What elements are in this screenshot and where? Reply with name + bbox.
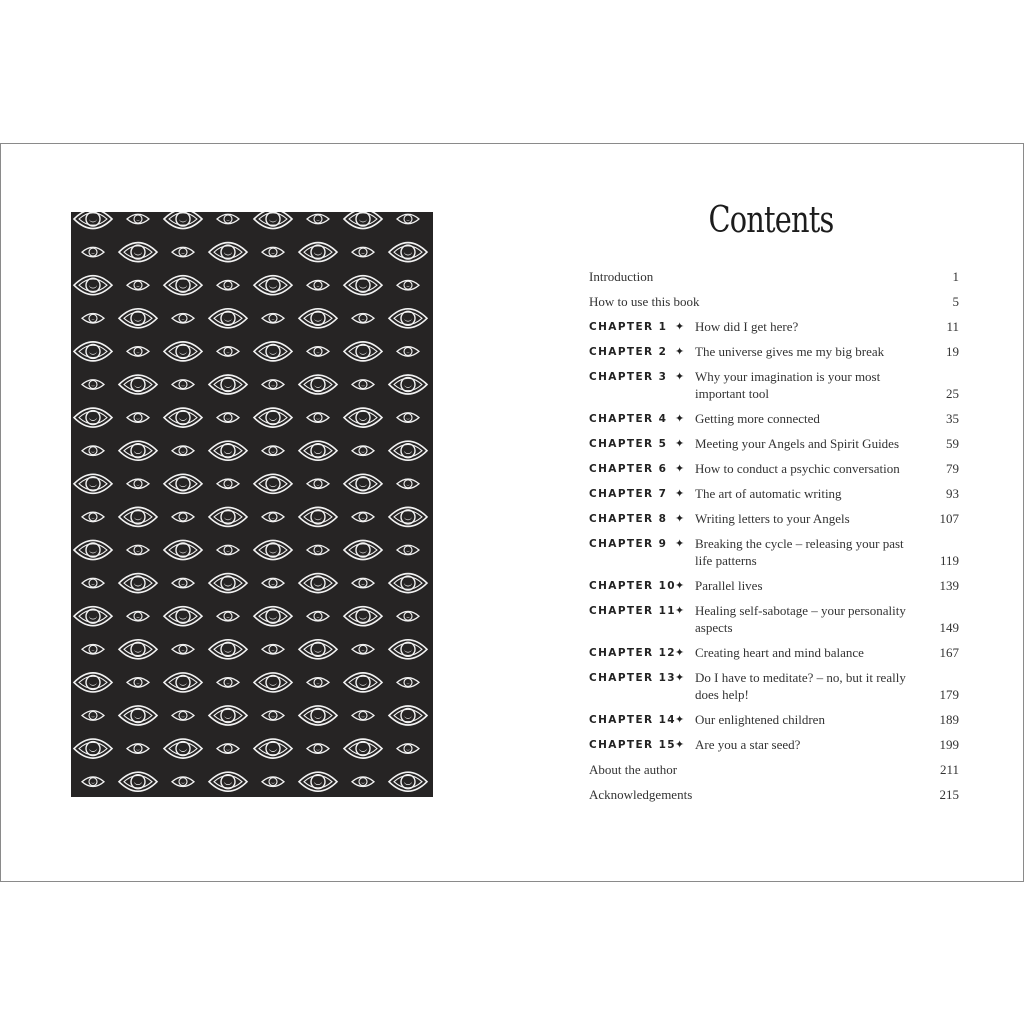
eye-icon <box>262 380 284 390</box>
eye-icon <box>299 640 337 659</box>
eye-icon <box>397 611 419 621</box>
eye-icon <box>217 214 239 224</box>
eye-icon <box>217 413 239 423</box>
page-number: 35 <box>946 411 959 426</box>
four-point-star-icon: ✦ <box>675 604 685 617</box>
chapter-title: Parallel lives <box>695 578 763 593</box>
page-number: 93 <box>946 486 959 501</box>
eye-icon <box>389 507 427 526</box>
eye-icon <box>217 744 239 754</box>
section-title: How to use this book <box>589 294 700 309</box>
eye-icon <box>389 441 427 460</box>
chapter-label: CHAPTER 12 <box>589 647 677 659</box>
eye-icon <box>262 314 284 324</box>
eye-icon <box>82 314 104 324</box>
chapter-title: Do I have to meditate? – no, but it really does help! <box>695 670 906 702</box>
eye-icon <box>74 408 112 427</box>
toc-entry <box>589 510 959 535</box>
section-title: About the author <box>589 762 678 777</box>
toc-entry <box>589 577 959 602</box>
eye-icon <box>127 611 149 621</box>
chapter-label: CHAPTER 13 <box>589 672 677 684</box>
toc-entry <box>589 485 959 510</box>
eye-icon <box>172 380 194 390</box>
eye-icon <box>119 706 157 725</box>
eye-icon <box>307 214 329 224</box>
eye-icon <box>262 777 284 787</box>
eye-icon <box>344 408 382 427</box>
eye-icon <box>82 578 104 588</box>
section-title: Introduction <box>589 269 654 284</box>
chapter-label: CHAPTER 8 <box>589 513 668 525</box>
four-point-star-icon: ✦ <box>675 579 685 592</box>
eye-icon <box>217 678 239 688</box>
eye-icon <box>119 441 157 460</box>
chapter-title: The art of automatic writing <box>695 486 842 501</box>
toc-entry <box>589 669 959 711</box>
eye-icon <box>119 574 157 593</box>
eye-icon <box>74 474 112 493</box>
eye-icon <box>209 772 247 791</box>
toc-entry <box>589 711 959 736</box>
page-number: 119 <box>939 553 959 568</box>
eye-icon <box>307 280 329 290</box>
eye-icon <box>299 375 337 394</box>
eye-icon <box>299 243 337 262</box>
eye-icon <box>209 441 247 460</box>
eye-icon <box>254 342 292 361</box>
chapter-label: CHAPTER 11 <box>589 605 677 617</box>
eye-icon <box>217 280 239 290</box>
eye-icon <box>82 247 104 257</box>
toc-entry <box>589 318 959 343</box>
eye-icon <box>74 739 112 758</box>
toc-entry <box>589 602 959 644</box>
chapter-label: CHAPTER 6 <box>589 463 668 475</box>
eye-icon <box>82 446 104 456</box>
eye-icon <box>344 212 382 229</box>
chapter-title: Our enlightened children <box>695 712 825 727</box>
eye-icon <box>82 512 104 522</box>
chapter-title: Creating heart and mind balance <box>695 645 864 660</box>
toc-entry <box>589 293 959 318</box>
eye-icon <box>254 673 292 692</box>
eye-icon <box>119 243 157 262</box>
eye-icon <box>307 545 329 555</box>
eye-icon <box>307 479 329 489</box>
toc-entry <box>589 268 959 293</box>
eye-icon <box>352 578 374 588</box>
page-number: 199 <box>939 737 959 752</box>
eye-icon <box>397 347 419 357</box>
eye-icon <box>344 276 382 295</box>
eye-icon <box>172 314 194 324</box>
eye-icon <box>299 441 337 460</box>
eye-icon <box>82 645 104 655</box>
eye-icon <box>299 706 337 725</box>
eye-icon <box>209 706 247 725</box>
chapter-title: Are you a star seed? <box>695 737 801 752</box>
four-point-star-icon: ✦ <box>675 713 685 726</box>
eye-icon <box>397 413 419 423</box>
eye-icon <box>344 673 382 692</box>
eye-icon <box>262 578 284 588</box>
eye-icon <box>127 479 149 489</box>
eye-icon <box>172 578 194 588</box>
page-number: 139 <box>939 578 959 593</box>
eye-icon <box>397 479 419 489</box>
toc-entry <box>589 435 959 460</box>
eye-icon <box>217 545 239 555</box>
eye-icon <box>164 739 202 758</box>
four-point-star-icon: ✦ <box>675 345 685 358</box>
eye-icon <box>344 739 382 758</box>
eye-icon <box>119 772 157 791</box>
book-spread <box>0 143 1024 882</box>
four-point-star-icon: ✦ <box>675 370 685 383</box>
toc-entry <box>589 535 959 577</box>
eye-icon <box>209 243 247 262</box>
chapter-title: How did I get here? <box>695 319 799 334</box>
chapter-title: Breaking the cycle – releasing your past life patterns <box>695 536 904 568</box>
eye-icon <box>217 347 239 357</box>
eye-icon <box>389 375 427 394</box>
chapter-label: CHAPTER 5 <box>589 438 668 450</box>
eye-icon <box>82 777 104 787</box>
four-point-star-icon: ✦ <box>675 462 685 475</box>
eye-icon <box>254 276 292 295</box>
eye-icon <box>119 507 157 526</box>
chapter-title: Why your imagination is your most important tool <box>695 369 881 401</box>
eye-icon <box>172 645 194 655</box>
chapter-label: CHAPTER 2 <box>589 346 668 358</box>
toc-entry <box>589 736 959 761</box>
eye-icon <box>164 541 202 560</box>
chapter-label: CHAPTER 4 <box>589 413 668 425</box>
eye-icon <box>164 342 202 361</box>
eye-icon <box>172 711 194 721</box>
toc-entry <box>589 460 959 485</box>
eye-icon <box>262 512 284 522</box>
toc-entry <box>589 410 959 435</box>
eye-icon <box>397 280 419 290</box>
toc-entry <box>589 786 959 811</box>
eye-icon <box>389 772 427 791</box>
page-number: 107 <box>939 511 959 526</box>
eye-icon <box>397 744 419 754</box>
toc-entry <box>589 644 959 669</box>
eye-icon <box>262 645 284 655</box>
eye-icon <box>307 678 329 688</box>
eye-icon <box>164 276 202 295</box>
page-number: 189 <box>939 712 959 727</box>
eye-icon <box>262 711 284 721</box>
page-number: 79 <box>946 461 959 476</box>
eye-icon <box>209 507 247 526</box>
toc-entry <box>589 761 959 786</box>
eye-icon <box>127 744 149 754</box>
eye-icon <box>209 640 247 659</box>
eye-icon <box>352 777 374 787</box>
eye-icon <box>127 280 149 290</box>
eye-icon <box>299 574 337 593</box>
eye-icon <box>254 541 292 560</box>
eye-icon <box>344 342 382 361</box>
four-point-star-icon: ✦ <box>675 646 685 659</box>
eye-icon <box>74 276 112 295</box>
eye-icon <box>344 541 382 560</box>
eye-icon <box>352 247 374 257</box>
eye-icon <box>397 678 419 688</box>
eye-icon <box>164 212 202 229</box>
chapter-label: CHAPTER 15 <box>589 739 677 751</box>
eye-icon <box>389 640 427 659</box>
eye-icon <box>299 507 337 526</box>
eye-icon <box>307 611 329 621</box>
eye-icon <box>74 541 112 560</box>
chapter-label: CHAPTER 10 <box>589 580 677 592</box>
eye-icon <box>299 772 337 791</box>
eye-icon <box>262 446 284 456</box>
eye-pattern-svg <box>71 212 433 797</box>
four-point-star-icon: ✦ <box>675 412 685 425</box>
eye-icon <box>307 744 329 754</box>
eye-icon <box>352 512 374 522</box>
page-title: Contents <box>708 200 834 241</box>
page-number: 25 <box>946 386 959 401</box>
page-number: 1 <box>952 269 959 284</box>
eye-icon <box>254 408 292 427</box>
eye-icon <box>119 375 157 394</box>
four-point-star-icon: ✦ <box>675 437 685 450</box>
page-number: 179 <box>939 687 959 702</box>
four-point-star-icon: ✦ <box>675 738 685 751</box>
eye-icon <box>254 607 292 626</box>
page-number: 5 <box>952 294 959 309</box>
four-point-star-icon: ✦ <box>675 487 685 500</box>
eye-icon <box>389 243 427 262</box>
eye-icon <box>209 574 247 593</box>
eye-icon <box>127 347 149 357</box>
eye-icon <box>74 342 112 361</box>
eye-icon <box>389 706 427 725</box>
page-number: 167 <box>939 645 959 660</box>
eye-icon <box>82 711 104 721</box>
chapter-label: CHAPTER 1 <box>589 321 668 333</box>
eye-icon <box>127 545 149 555</box>
page-number: 19 <box>946 344 959 359</box>
chapter-title: The universe gives me my big break <box>695 344 885 359</box>
eye-icon <box>209 309 247 328</box>
page-number: 215 <box>939 787 959 802</box>
eye-icon <box>74 607 112 626</box>
eye-icon <box>352 446 374 456</box>
eye-icon <box>119 640 157 659</box>
eye-icon <box>74 212 112 229</box>
chapter-label: CHAPTER 7 <box>589 488 668 500</box>
eye-icon <box>254 474 292 493</box>
toc-entry <box>589 343 959 368</box>
eye-icon <box>172 512 194 522</box>
eye-icon <box>127 678 149 688</box>
eye-icon <box>299 309 337 328</box>
chapter-label: CHAPTER 3 <box>589 371 668 383</box>
eye-icon <box>164 474 202 493</box>
eye-icon <box>397 214 419 224</box>
four-point-star-icon: ✦ <box>675 512 685 525</box>
eye-icon <box>172 446 194 456</box>
chapter-title: How to conduct a psychic conversation <box>695 461 900 476</box>
eye-icon <box>127 214 149 224</box>
page-number: 59 <box>946 436 959 451</box>
eye-icon <box>172 247 194 257</box>
eye-icon <box>307 413 329 423</box>
toc-entry <box>589 368 959 410</box>
eye-icon <box>82 380 104 390</box>
chapter-label: CHAPTER 9 <box>589 538 668 550</box>
eye-icon <box>254 739 292 758</box>
page-number: 11 <box>946 319 959 334</box>
eye-icon <box>389 574 427 593</box>
eye-icon <box>164 673 202 692</box>
chapter-label: CHAPTER 14 <box>589 714 677 726</box>
eye-icon <box>127 413 149 423</box>
eye-pattern-illustration <box>71 212 433 797</box>
eye-icon <box>172 777 194 787</box>
eye-icon <box>164 408 202 427</box>
eye-icon <box>217 479 239 489</box>
eye-icon <box>344 607 382 626</box>
eye-icon <box>352 645 374 655</box>
four-point-star-icon: ✦ <box>675 537 685 550</box>
eye-icon <box>217 611 239 621</box>
table-of-contents <box>589 268 959 811</box>
eye-icon <box>352 380 374 390</box>
chapter-title: Meeting your Angels and Spirit Guides <box>695 436 900 451</box>
eye-icon <box>209 375 247 394</box>
eye-icon <box>254 212 292 229</box>
eye-icon <box>389 309 427 328</box>
eye-icon <box>352 314 374 324</box>
chapter-title: Writing letters to your Angels <box>695 511 850 526</box>
four-point-star-icon: ✦ <box>675 320 685 333</box>
eye-icon <box>74 673 112 692</box>
section-title: Acknowledgements <box>589 787 693 802</box>
eye-icon <box>164 607 202 626</box>
eye-icon <box>307 347 329 357</box>
page-number: 211 <box>939 762 959 777</box>
chapter-title: Getting more connected <box>695 411 820 426</box>
eye-icon <box>397 545 419 555</box>
four-point-star-icon: ✦ <box>675 671 685 684</box>
eye-icon <box>352 711 374 721</box>
page-number: 149 <box>939 620 959 635</box>
eye-icon <box>344 474 382 493</box>
eye-icon <box>119 309 157 328</box>
chapter-title: Healing self-sabotage – your personality aspects <box>695 603 906 635</box>
eye-icon <box>262 247 284 257</box>
